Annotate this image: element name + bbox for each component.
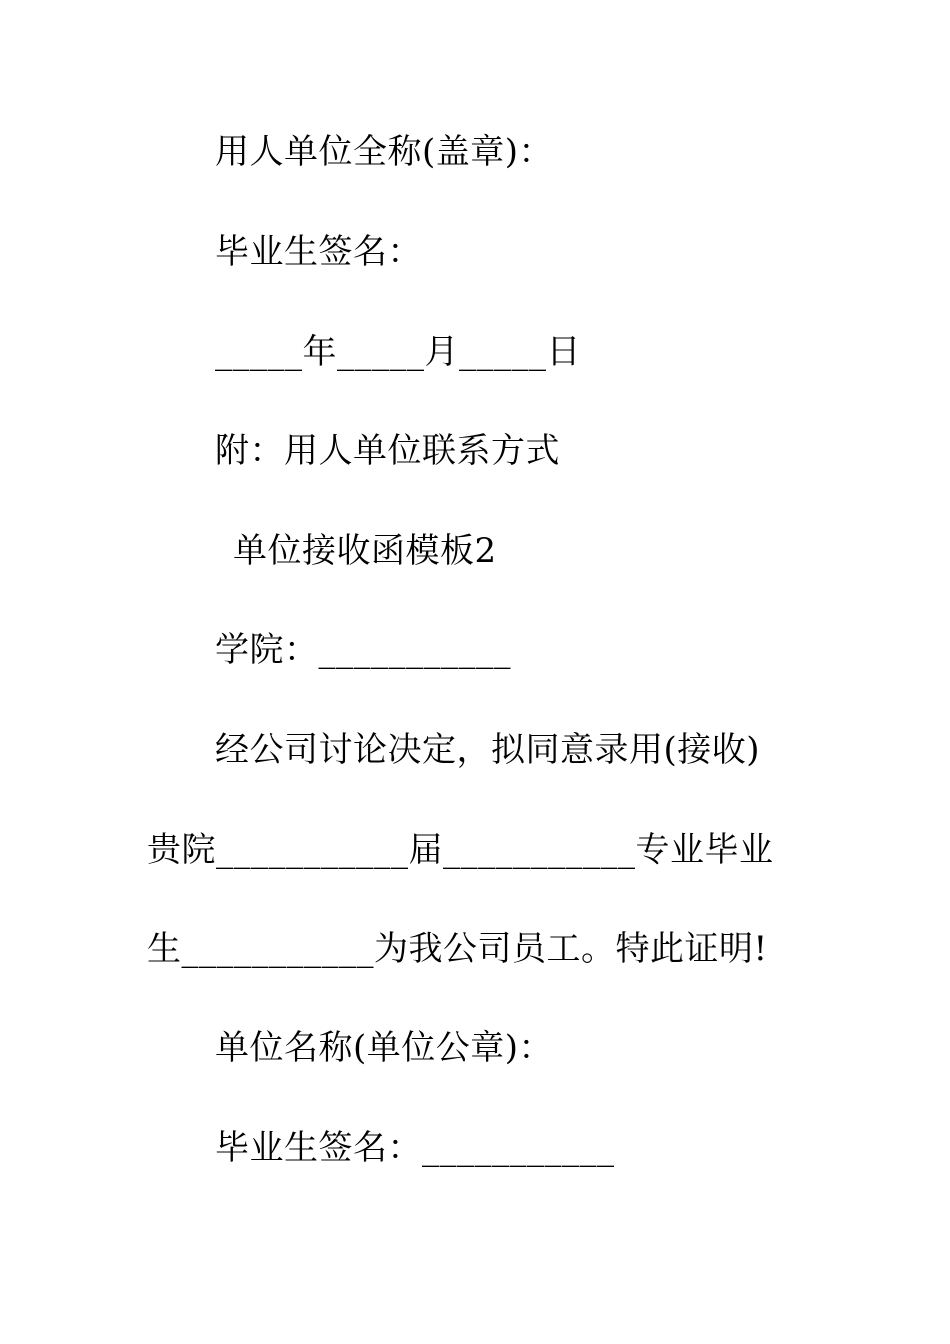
graduate-signature-blank-line: 毕业生签名：___________ [215, 1128, 615, 1168]
body-paragraph-line-1: 经公司讨论决定，拟同意录用(接收) [215, 730, 761, 770]
date-line: _____年_____月_____日 [215, 332, 581, 372]
employer-full-name-seal-line: 用人单位全称(盖章)： [215, 132, 554, 172]
template-heading: 单位接收函模板2 [233, 531, 497, 571]
unit-name-seal-line: 单位名称(单位公章)： [215, 1028, 554, 1068]
graduate-signature-line: 毕业生签名： [215, 232, 422, 272]
body-paragraph-line-2: 贵院___________届___________专业毕业 [147, 830, 774, 870]
college-field-line: 学院：___________ [215, 630, 511, 670]
body-paragraph-line-3: 生___________为我公司员工。特此证明! [147, 929, 768, 969]
employer-contact-note: 附：用人单位联系方式 [215, 431, 560, 471]
